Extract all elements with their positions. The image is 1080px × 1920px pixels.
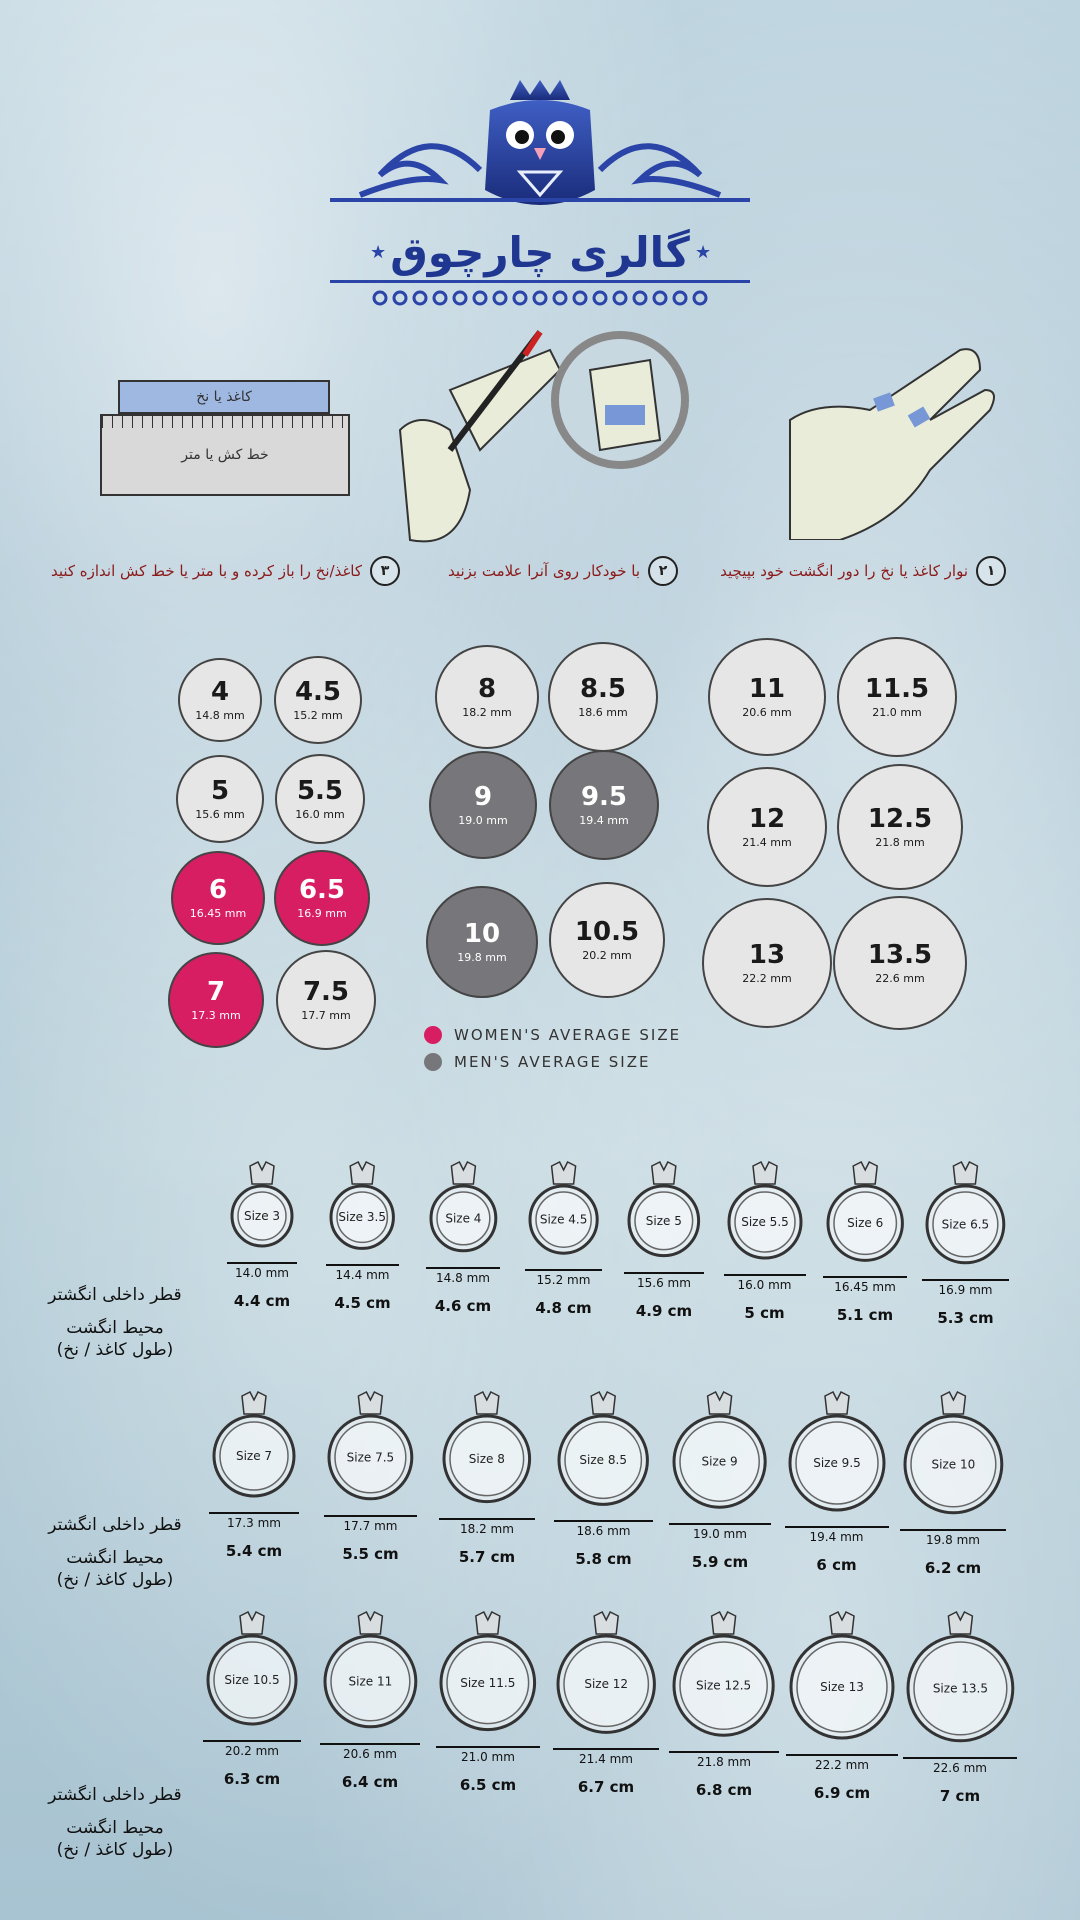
ring-size-cell (549, 1390, 657, 1568)
ring-size-cell (520, 1160, 607, 1317)
ring-stone (358, 1612, 382, 1634)
ring-stone (242, 1392, 266, 1414)
ring-size-label: Size 13.5 (932, 1681, 988, 1696)
legend-men (424, 1053, 650, 1071)
size-mm: 15.6 mm (195, 807, 245, 821)
ring-icon (664, 1390, 775, 1515)
size-circle (276, 950, 376, 1050)
size-number: 5.5 (296, 775, 344, 806)
size-number: 8.5 (579, 673, 627, 704)
circumference-cm: 5.3 cm (937, 1308, 994, 1327)
size-circle (549, 882, 665, 998)
ring-size-label: Size 9.5 (812, 1456, 861, 1470)
diameter-arrow (903, 1757, 1018, 1759)
ring-size-label: Size 9 (701, 1454, 739, 1469)
size-number: 9 (473, 781, 493, 812)
ring-stone (830, 1612, 854, 1634)
diameter-arrow (553, 1748, 659, 1750)
hand-illustration (780, 340, 1000, 540)
svg-text:★: ★ (370, 242, 387, 263)
step-3 (51, 556, 400, 586)
size-number: 6 (208, 874, 228, 905)
size-circle (171, 851, 265, 945)
diameter-mm: 20.2 mm (225, 1744, 279, 1758)
size-mm: 18.6 mm (578, 705, 628, 719)
diameter-mm: 14.4 mm (335, 1268, 390, 1283)
diameter-arrow (900, 1529, 1007, 1531)
ring-size-cell (204, 1390, 304, 1560)
circumference-cm: 6.2 cm (924, 1558, 982, 1577)
ring-size-label: Size 6 (846, 1216, 884, 1231)
size-mm: 16.0 mm (295, 807, 345, 821)
diameter-arrow (624, 1272, 704, 1274)
ring-size-cell (917, 1160, 1014, 1327)
size-mm: 19.0 mm (458, 813, 508, 827)
diameter-arrow (525, 1269, 602, 1271)
circumference-note-row2: (طول کاغذ / نخ) (56, 1570, 174, 1590)
ring-size-label: Size 4 (444, 1211, 482, 1226)
ring-size-label: Size 6.5 (941, 1217, 990, 1232)
ring-size-cell (781, 1610, 903, 1802)
ring-stone (825, 1392, 849, 1414)
size-mm: 20.6 mm (742, 705, 792, 719)
size-mm: 15.2 mm (293, 708, 343, 722)
ring-icon (431, 1610, 545, 1738)
circumference-cm: 4.6 cm (434, 1296, 492, 1315)
diameter-label-row1: قطر داخلی انگشتر (48, 1285, 182, 1305)
ring-size-cell (664, 1610, 783, 1799)
circumference-cm: 6.4 cm (341, 1772, 399, 1791)
size-circle (178, 658, 262, 742)
size-number: 12 (748, 803, 786, 834)
diameter-mm: 16.9 mm (938, 1282, 993, 1297)
circumference-cm: 6 cm (816, 1556, 857, 1574)
ring-icon (780, 1390, 894, 1518)
ring-stone (953, 1162, 977, 1184)
diameter-arrow (785, 1526, 889, 1528)
size-mm: 21.4 mm (742, 835, 792, 849)
diameter-arrow (326, 1264, 398, 1266)
size-circle (702, 898, 832, 1028)
circumference-cm: 5.4 cm (225, 1542, 283, 1560)
diameter-mm: 15.6 mm (637, 1275, 691, 1290)
ring-stone (753, 1162, 777, 1184)
size-circle (435, 645, 539, 749)
step-3-number: ۳ (370, 556, 400, 586)
ring-size-label: Size 7.5 (346, 1450, 395, 1465)
brand-title: گالری چارچوق (390, 228, 690, 277)
ring-icon (664, 1610, 783, 1743)
diameter-mm: 20.6 mm (343, 1746, 397, 1761)
size-mm: 16.45 mm (189, 906, 247, 920)
ring-icon (319, 1390, 422, 1507)
size-number: 13.5 (867, 939, 933, 970)
ring-size-cell (664, 1390, 775, 1571)
ring-icon (719, 1160, 811, 1266)
size-mm: 16.9 mm (297, 906, 347, 920)
ring-size-label: Size 8.5 (579, 1453, 628, 1468)
ring-stone (652, 1162, 676, 1184)
ring-size-label: Size 5 (645, 1213, 683, 1228)
size-mm: 18.2 mm (462, 705, 512, 719)
diameter-mm: 16.45 mm (834, 1280, 896, 1295)
men-dot-icon (424, 1053, 442, 1071)
diameter-arrow (203, 1740, 301, 1742)
diameter-arrow (426, 1267, 501, 1269)
circumference-cm: 7 cm (939, 1786, 981, 1805)
ring-stone (948, 1612, 972, 1634)
size-circle (168, 952, 264, 1048)
diameter-mm: 21.8 mm (697, 1755, 751, 1770)
ring-stone (250, 1162, 274, 1184)
diameter-mm: 21.0 mm (461, 1749, 515, 1764)
circumference-cm: 5.5 cm (342, 1544, 399, 1563)
ring-size-cell (421, 1160, 506, 1315)
circumference-cm: 6.7 cm (577, 1778, 635, 1797)
ring-icon (434, 1390, 540, 1510)
ring-size-cell (895, 1390, 1012, 1577)
ring-icon (818, 1160, 912, 1268)
diameter-arrow (786, 1754, 898, 1756)
ring-size-cell (619, 1160, 709, 1320)
ring-size-label: Size 10.5 (224, 1673, 280, 1687)
size-mm: 21.0 mm (872, 705, 922, 719)
diameter-arrow (436, 1746, 540, 1748)
ruler-label: خط کش یا متر (100, 414, 350, 496)
diameter-arrow (227, 1262, 297, 1264)
size-circle (429, 751, 537, 859)
circumference-label-row1: محیط انگشت (66, 1318, 164, 1338)
ring-size-label: Size 11 (348, 1674, 392, 1689)
diameter-mm: 17.7 mm (343, 1518, 398, 1533)
size-number: 4 (210, 676, 230, 707)
circumference-cm: 6.3 cm (223, 1770, 281, 1788)
ring-stone (475, 1392, 499, 1414)
circumference-cm: 6.9 cm (813, 1784, 871, 1802)
ring-stone (240, 1612, 264, 1634)
legend-women-label: WOMEN'S AVERAGE SIZE (454, 1026, 682, 1044)
circumference-note-row3: (طول کاغذ / نخ) (56, 1840, 174, 1860)
ring-size-cell (198, 1610, 306, 1788)
diameter-arrow (209, 1512, 299, 1514)
diameter-label-row3: قطر داخلی انگشتر (48, 1785, 182, 1805)
size-mm: 19.4 mm (579, 813, 629, 827)
ring-size-cell (719, 1160, 811, 1322)
ring-stone (476, 1612, 500, 1634)
diameter-mm: 17.3 mm (227, 1516, 281, 1530)
ring-size-label: Size 7 (235, 1449, 273, 1463)
ring-icon (321, 1160, 403, 1256)
size-circle (274, 656, 362, 744)
ring-stone (451, 1162, 475, 1184)
ring-size-label: Size 11.5 (460, 1675, 516, 1690)
diameter-mm: 16.0 mm (737, 1278, 792, 1292)
owl-logo-icon (320, 80, 760, 320)
diameter-mm: 14.0 mm (235, 1266, 289, 1280)
ring-size-cell (548, 1610, 664, 1796)
paper-strip-label: کاغذ یا نخ (118, 380, 330, 414)
ring-icon (898, 1610, 1023, 1749)
size-circle (707, 767, 827, 887)
ring-icon (549, 1390, 657, 1512)
size-number: 7.5 (302, 976, 350, 1007)
step-1-number: ۱ (976, 556, 1006, 586)
circumference-cm: 4.8 cm (535, 1299, 592, 1318)
ring-icon (895, 1390, 1012, 1521)
size-mm: 22.2 mm (742, 971, 792, 985)
diameter-arrow (922, 1279, 1009, 1281)
ruler-illustration (100, 380, 350, 500)
ring-stone (551, 1162, 575, 1184)
diameter-mm: 15.2 mm (536, 1273, 591, 1288)
ring-size-cell (898, 1610, 1023, 1805)
size-mm: 21.8 mm (875, 835, 925, 849)
size-number: 8 (477, 673, 497, 704)
size-number: 7 (206, 976, 226, 1007)
size-number: 9.5 (580, 781, 628, 812)
circumference-label-row3: محیط انگشت (66, 1818, 164, 1838)
circumference-cm: 5 cm (744, 1304, 785, 1322)
ring-icon (204, 1390, 304, 1504)
step-2 (448, 556, 678, 586)
diameter-arrow (724, 1274, 806, 1276)
ring-size-label: Size 12.5 (696, 1678, 752, 1693)
circumference-label-row2: محیط انگشت (66, 1548, 164, 1568)
size-number: 11 (748, 673, 786, 704)
size-circle (837, 764, 963, 890)
diameter-label-row2: قطر داخلی انگشتر (48, 1515, 182, 1535)
size-circle (274, 850, 370, 946)
ring-size-label: Size 5.5 (740, 1215, 789, 1229)
diameter-mm: 21.4 mm (579, 1752, 633, 1767)
ring-icon (222, 1160, 302, 1254)
circumference-cm: 4.5 cm (334, 1294, 391, 1313)
ring-size-label: Size 3.5 (338, 1210, 387, 1225)
ring-size-cell (434, 1390, 540, 1566)
svg-text:★: ★ (695, 242, 712, 263)
circumference-cm: 5.9 cm (691, 1553, 749, 1572)
circumference-cm: 6.8 cm (695, 1781, 753, 1800)
ring-size-label: Size 4.5 (539, 1212, 588, 1227)
size-circle (176, 755, 264, 843)
circumference-cm: 4.9 cm (635, 1301, 693, 1320)
size-circle (708, 638, 826, 756)
diameter-mm: 19.4 mm (809, 1530, 864, 1544)
ring-size-cell (321, 1160, 403, 1312)
step-2-text: با خودکار روی آنرا علامت بزنید (448, 562, 640, 580)
ring-icon (917, 1160, 1014, 1271)
ring-size-cell (818, 1160, 912, 1324)
diameter-mm: 19.8 mm (926, 1532, 980, 1547)
ring-stone (853, 1162, 877, 1184)
size-number: 4.5 (294, 676, 342, 707)
circumference-note-row1: (طول کاغذ / نخ) (56, 1340, 174, 1360)
brand-logo (320, 80, 760, 320)
circumference-cm: 5.1 cm (836, 1306, 894, 1325)
ring-size-label: Size 12 (584, 1677, 628, 1692)
diameter-mm: 18.6 mm (576, 1524, 631, 1539)
size-mm: 22.6 mm (875, 971, 925, 985)
ring-icon (198, 1610, 306, 1732)
ring-stone (941, 1392, 965, 1414)
diameter-mm: 14.8 mm (436, 1270, 490, 1285)
diameter-mm: 22.2 mm (815, 1758, 869, 1772)
size-number: 6.5 (298, 874, 346, 905)
diameter-arrow (324, 1515, 417, 1517)
size-number: 11.5 (864, 673, 930, 704)
ring-stone (350, 1162, 374, 1184)
size-circle (837, 637, 957, 757)
circumference-cm: 5.7 cm (458, 1547, 516, 1566)
legend-women (424, 1026, 681, 1044)
ring-icon (421, 1160, 506, 1259)
diameter-mm: 19.0 mm (693, 1527, 747, 1542)
ring-size-cell (780, 1390, 894, 1574)
size-mm: 20.2 mm (582, 948, 632, 962)
ring-size-label: Size 3 (243, 1209, 281, 1223)
pen-marking-illustration (390, 330, 700, 550)
ring-stone (591, 1392, 615, 1414)
size-number: 10.5 (574, 916, 640, 947)
size-number: 13 (748, 939, 786, 970)
circumference-cm: 4.4 cm (233, 1292, 291, 1310)
size-number: 12.5 (867, 803, 933, 834)
ring-size-cell (431, 1610, 545, 1794)
ring-icon (520, 1160, 607, 1261)
step-3-text: کاغذ/نخ را باز کرده و با متر یا خط کش اندازه کنید (50, 562, 362, 580)
circumference-cm: 6.5 cm (459, 1775, 517, 1794)
ring-size-label: Size 10 (931, 1457, 975, 1472)
diameter-arrow (669, 1751, 778, 1753)
ring-icon (619, 1160, 709, 1264)
diameter-arrow (439, 1518, 535, 1520)
women-dot-icon (424, 1026, 442, 1044)
ring-stone (594, 1612, 618, 1634)
size-mm: 17.7 mm (301, 1008, 351, 1022)
diameter-mm: 18.2 mm (460, 1521, 514, 1536)
size-number: 10 (463, 918, 501, 949)
size-circle (426, 886, 538, 998)
ring-icon (315, 1610, 426, 1735)
circumference-cm: 5.8 cm (575, 1550, 632, 1569)
ring-size-label: Size 8 (468, 1451, 506, 1466)
diameter-arrow (554, 1520, 652, 1522)
diameter-arrow (320, 1743, 421, 1745)
step-1-text: نوار کاغذ یا نخ را دور انگشت خود بپیچید (720, 562, 968, 580)
step-1 (720, 556, 1006, 586)
ring-icon (781, 1610, 903, 1746)
size-mm: 19.8 mm (457, 950, 507, 964)
size-mm: 17.3 mm (191, 1008, 241, 1022)
ring-size-cell (319, 1390, 422, 1563)
ring-stone (712, 1612, 736, 1634)
diameter-arrow (669, 1523, 770, 1525)
ring-size-label: Size 13 (820, 1680, 864, 1694)
ring-stone (708, 1392, 732, 1414)
size-circle (549, 750, 659, 860)
ring-stone (358, 1392, 382, 1414)
diameter-mm: 22.6 mm (933, 1760, 987, 1775)
size-circle (833, 896, 967, 1030)
step-2-number: ۲ (648, 556, 678, 586)
legend-men-label: MEN'S AVERAGE SIZE (454, 1053, 651, 1071)
ring-size-cell (315, 1610, 426, 1791)
ring-icon (548, 1610, 664, 1740)
size-circle (548, 642, 658, 752)
size-circle (275, 754, 365, 844)
ring-size-cell (222, 1160, 302, 1310)
diameter-arrow (823, 1276, 907, 1278)
size-mm: 14.8 mm (195, 708, 245, 722)
size-number: 5 (210, 775, 230, 806)
